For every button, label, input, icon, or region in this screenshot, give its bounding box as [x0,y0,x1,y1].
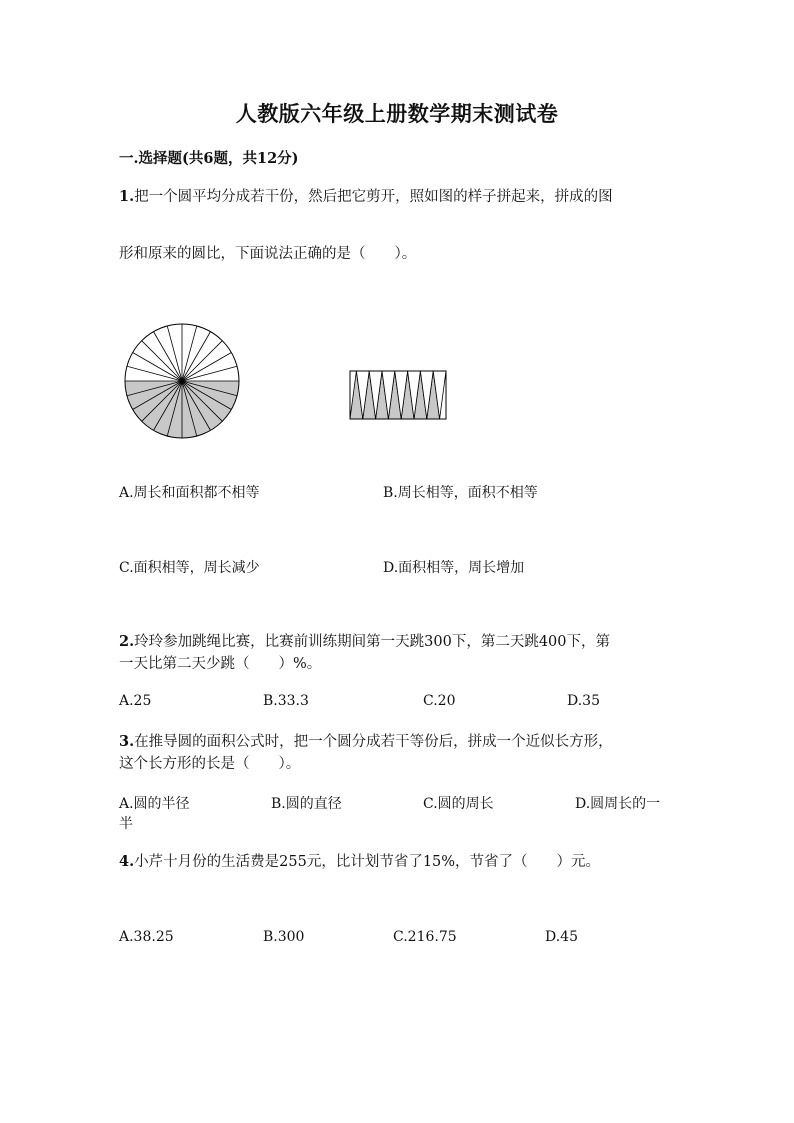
question-2-line2: 一天比第二天少跳（ ）%。 [119,656,322,672]
question-2-number: 2. [119,633,135,650]
question-1-number: 1. [119,188,135,205]
question-1-option-d[interactable]: D.面积相等，周长增加 [383,560,525,576]
question-2-option-d[interactable]: D.35 [567,693,600,709]
question-2-option-c[interactable]: C.20 [423,693,456,709]
question-3-option-d[interactable]: D.圆周长的一 [575,796,661,812]
question-2-line1 [119,631,610,653]
question-3-line1 [119,731,613,753]
circle-sectors-figure [123,322,241,440]
question-1-line2: 形和原来的圆比，下面说法正确的是（ ）。 [119,246,417,262]
question-1-option-a[interactable]: A.周长和面积都不相等 [119,485,260,501]
question-3-option-c[interactable]: C.圆的周长 [423,796,494,812]
question-1-line1 [119,186,613,208]
question-2-option-b[interactable]: B.33.3 [263,693,309,709]
page-title: 人教版六年级上册数学期末测试卷 [235,101,559,126]
circle-sector-line [127,366,182,381]
question-4-option-d[interactable]: D.45 [545,929,578,945]
question-4-option-a[interactable]: A.38.25 [119,929,174,945]
question-4-option-b[interactable]: B.300 [263,929,305,945]
section-heading: 一.选择题(共6题，共12分) [119,150,299,167]
question-4-option-c[interactable]: C.216.75 [393,929,457,945]
question-3-option-d-wrap: 半 [119,816,133,832]
circle-sector-line [182,326,197,381]
question-2-text: 玲玲参加跳绳比赛，比赛前训练期间第一天跳300下，第二天跳400下，第 [134,634,610,650]
question-2-option-a[interactable]: A.25 [119,693,152,709]
question-3-line2: 这个长方形的长是（ ）。 [119,756,301,772]
question-4-number: 4. [119,853,135,870]
question-3-text: 在推导圆的面积公式时，把一个圆分成若干等份后，拼成一个近似长方形， [134,734,613,750]
question-3-option-b[interactable]: B.圆的直径 [271,796,342,812]
rearranged-rectangle-figure [349,370,448,422]
circle-sector-line [167,326,182,381]
circle-sector-line [182,366,237,381]
question-4-line1 [119,851,600,873]
question-1-option-c[interactable]: C.面积相等，周长减少 [119,560,260,576]
question-1-option-b[interactable]: B.周长相等，面积不相等 [383,485,538,501]
question-3-option-a[interactable]: A.圆的半径 [119,796,190,812]
question-3-number: 3. [119,733,135,750]
question-1-text: 把一个圆平均分成若干份，然后把它剪开，照如图的样子拼起来，拼成的图 [134,189,613,205]
question-4-text: 小芹十月份的生活费是255元，比计划节省了15%，节省了（ ）元。 [134,854,601,870]
